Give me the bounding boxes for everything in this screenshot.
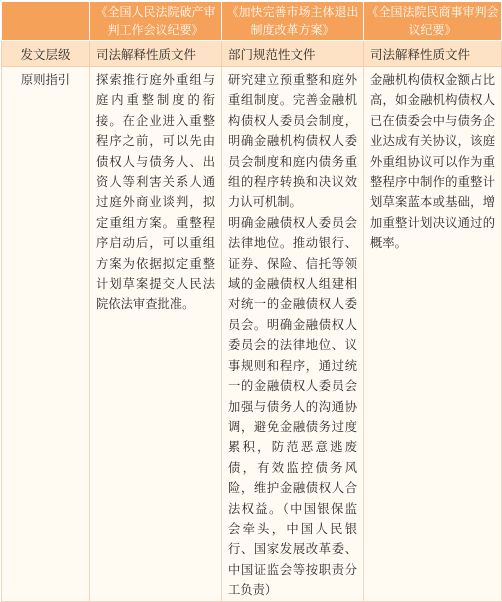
policy-comparison-table <box>1 1 501 598</box>
title-cell-bankruptcy-minutes: 《全国人民法院破产审判工作会议纪要》 <box>90 2 222 41</box>
column-header-doc-type-1: 司法解释性质文件 <box>90 41 222 67</box>
column-header-doc-type-3: 司法解释性质文件 <box>364 41 502 67</box>
content-paragraph-1: 研究建立预重整和庭外重组制度。完善金融机构债权人委员会制度，明确金融机构债权人委员会制度和庭内债务重组的程序转换和决议效力认可机制。 <box>228 73 357 210</box>
column-header-level: 发文层级 <box>2 41 90 67</box>
content-row <box>2 67 502 602</box>
document-title-row <box>2 2 502 41</box>
content-cell-civil-commercial <box>364 67 502 602</box>
content-cell-exit-reform <box>222 67 364 602</box>
content-paragraph-2: 明确金融债权人委员会法律地位。推动银行、证券、保险、信托等领域的金融债权人组建相对统一的金融债权人委员会。明确金融债权人委员会的法律地位、议事规则和程序，通过统一的金融债权人委员会加强与债务人的沟通协调，避免金融债务过度累积，防范恶意逃废债，有效监控债务风险，维护金融债权人合法权益。（中国银保监会牵头，中国人民银行、国家发展改革委、中国证监会等按职责分工负责） <box>228 215 357 598</box>
comparison-table <box>1 1 502 602</box>
content-paragraph: 探索推行庭外重组与庭内重整制度的衔接。在企业进入重整程序之前，可以先由债权人与债务人、出资人等利害关系人通过庭外商业谈判，拟定重组方案。重整程序启动后，可以重组方案为依据拟定重整计划草案提交人民法院依法审查批准。 <box>96 73 215 312</box>
content-paragraph: 金融机构债权金额占比高，如金融机构债权人已在债委会中与债务企业达成有关协议，该庭外重组协议可以作为重整程序中制作的重整计划草案蓝本或基础，增加重整计划决议通过的概率。 <box>370 73 495 251</box>
row-label-level: 原则指引 <box>2 67 90 602</box>
title-cell-exit-reform-plan: 《加快完善市场主体退出制度改革方案》 <box>222 2 364 41</box>
title-cell-civil-commercial-minutes: 《全国法院民商事审判会议纪要》 <box>364 2 502 41</box>
column-header-doc-type-2: 部门规范性文件 <box>222 41 364 67</box>
column-header-row <box>2 41 502 67</box>
content-cell-bankruptcy <box>90 67 222 602</box>
title-cell-blank <box>2 2 90 41</box>
